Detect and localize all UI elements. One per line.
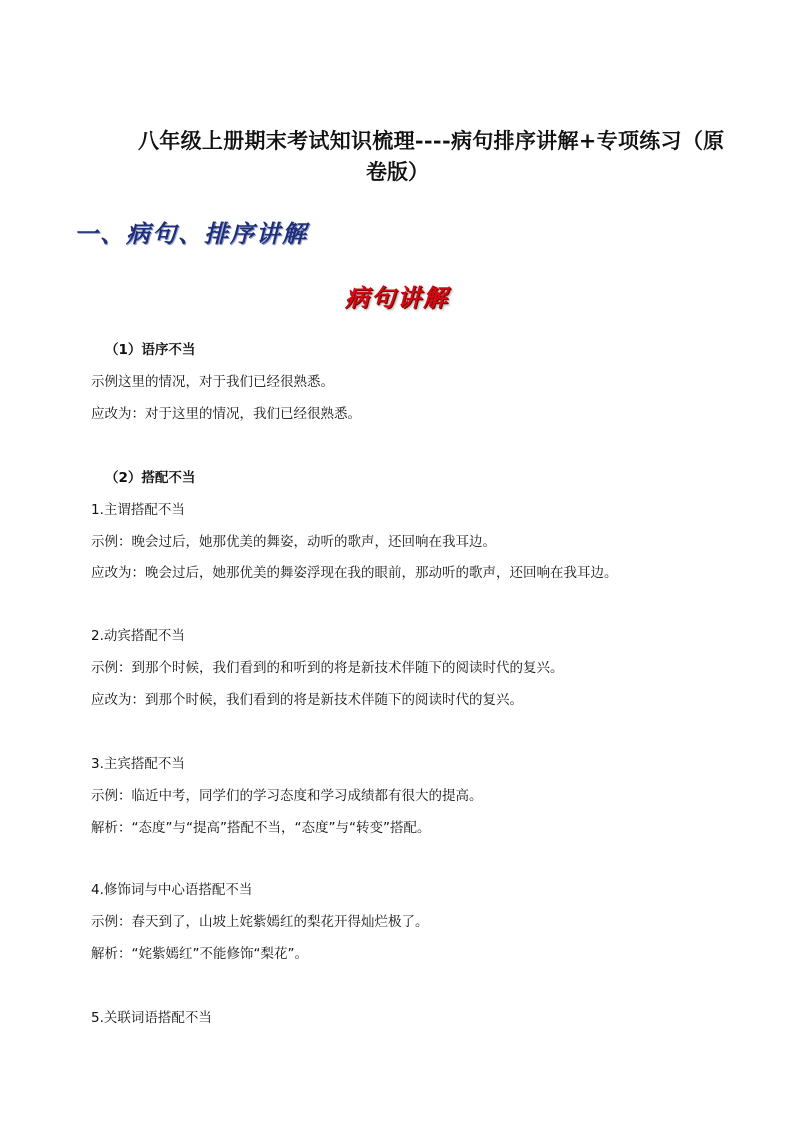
fix-text: 应改为：对于这里的情况，我们已经很熟悉。 [91,406,361,422]
point-title: 1.主谓搭配不当 [91,502,185,518]
document-title-line2: 卷版） [366,159,429,184]
fix-text: 应改为：晚会过后，她那优美的舞姿浮现在我的眼前，那动听的歌声，还回响在我耳边。 [91,565,618,581]
example-text: 示例：晚会过后，她那优美的舞姿，动听的歌声，还回响在我耳边。 [91,534,496,550]
art-title: 病句讲解 [345,283,449,312]
point-title: 2.动宾搭配不当 [91,628,185,644]
point-title: 4.修饰词与中心语搭配不当 [91,882,253,898]
example-text: 示例：春天到了，山坡上姹紫嫣红的梨花开得灿烂极了。 [91,914,429,930]
section-heading: 一、病句、排序讲解 [74,219,308,248]
subsection-heading-2: （2）搭配不当 [105,470,196,486]
example-text: 示例：到那个时候，我们看到的和听到的将是新技术伴随下的阅读时代的复兴。 [91,660,564,676]
example-text: 示例这里的情况，对于我们已经很熟悉。 [91,374,334,390]
note-text: 解析：“态度”与“提高”搭配不当，“态度”与“转变”搭配。 [91,820,431,836]
point-title: 5.关联词语搭配不当 [91,1010,212,1026]
point-title: 3.主宾搭配不当 [91,756,185,772]
note-text: 解析：“姹紫嫣红”不能修饰“梨花”。 [91,946,308,962]
fix-text: 应改为：到那个时候，我们看到的将是新技术伴随下的阅读时代的复兴。 [91,692,523,708]
subsection-heading-1: （1）语序不当 [105,342,196,358]
example-text: 示例：临近中考，同学们的学习态度和学习成绩都有很大的提高。 [91,788,483,804]
document-title-line1: 八年级上册期末考试知识梳理----病句排序讲解+专项练习（原 [138,128,725,153]
